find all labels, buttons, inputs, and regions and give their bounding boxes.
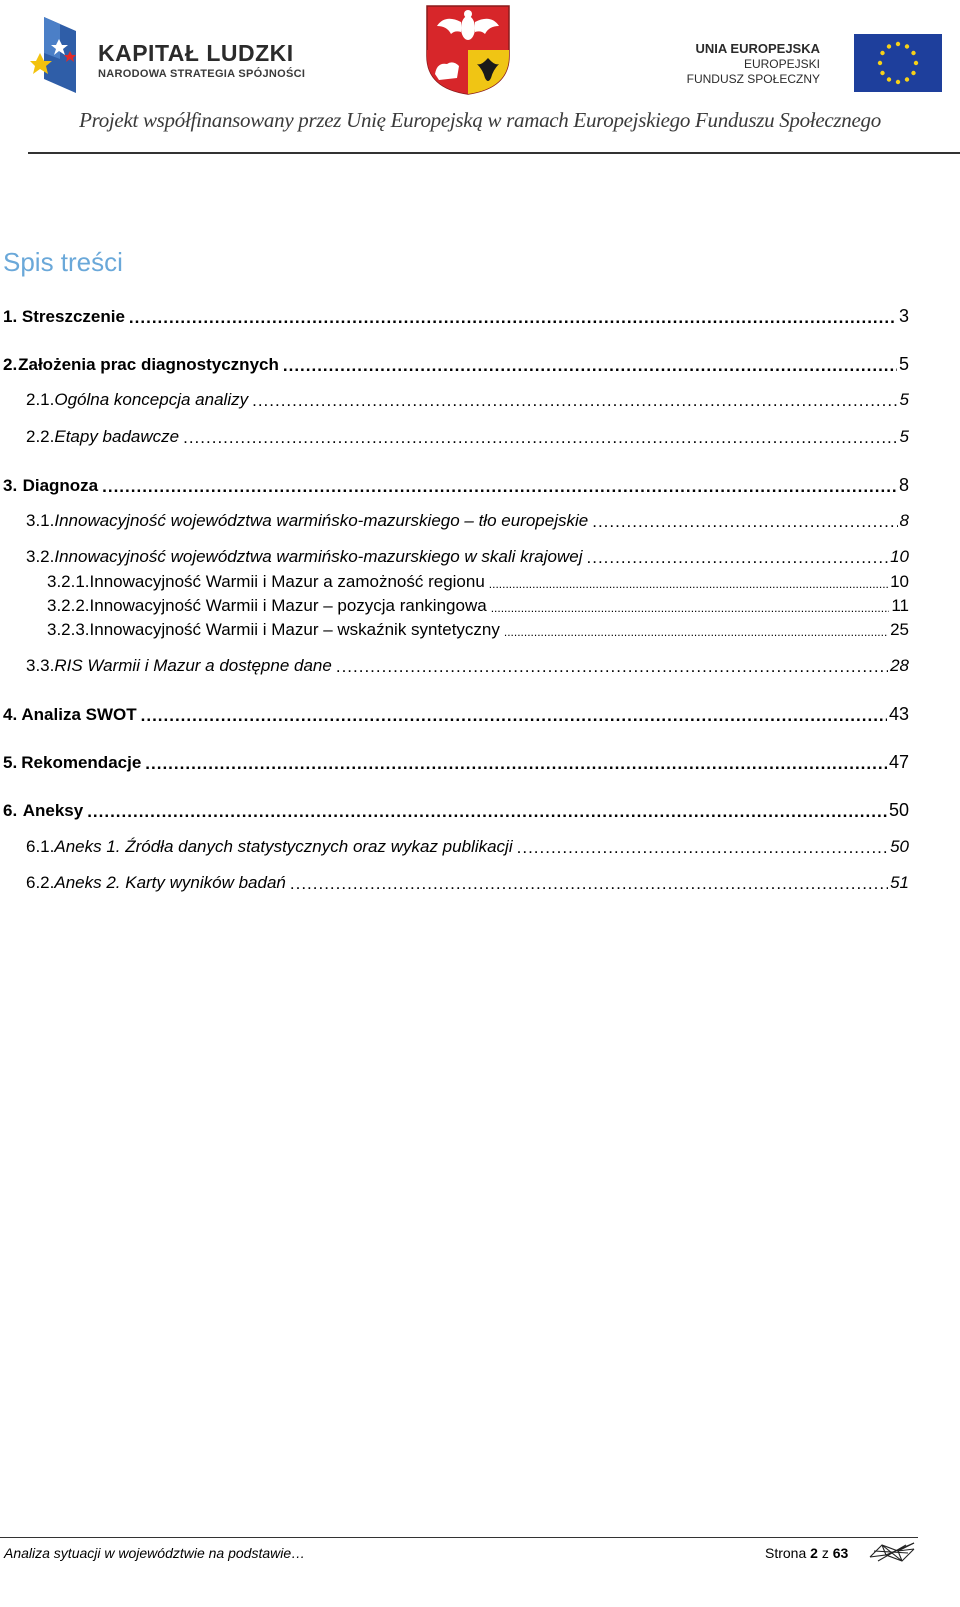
footer-document-title: Analiza sytuacji w województwie na podstawie… (4, 1545, 306, 1561)
toc-entry-number: 6. (3, 801, 18, 820)
page-header (0, 0, 960, 160)
eu-efs-logo (686, 32, 945, 94)
toc-entry-page[interactable]: 51 (890, 873, 909, 892)
kapital-ludzki-emblem-icon (30, 15, 92, 95)
toc-entry[interactable] (26, 873, 909, 893)
toc-entry-page[interactable]: 47 (888, 752, 909, 772)
kapital-ludzki-title: KAPITAŁ LUDZKI (98, 40, 294, 66)
toc-entry-title[interactable]: Innowacyjność Warmii i Mazur a zamożność regionu (89, 572, 485, 591)
toc-entry-title[interactable]: Innowacyjność województwa warmińsko-mazurskiego – tło europejskie (54, 511, 589, 530)
footer-divider (0, 1537, 918, 1538)
toc-entry-title[interactable]: Diagnoza (22, 476, 99, 495)
toc-dot-leader (504, 621, 888, 638)
toc-dot-leader (336, 657, 888, 674)
toc-dot-leader (87, 802, 887, 819)
toc-entry-number: 3.2.3. (47, 620, 90, 639)
toc-entry[interactable] (3, 752, 909, 773)
toc-entry-page[interactable]: 3 (898, 306, 909, 326)
toc-entry-page[interactable]: 5 (899, 427, 909, 446)
toc-entry-title[interactable]: Ogólna koncepcja analizy (54, 390, 249, 409)
toc-dot-leader (145, 754, 887, 771)
toc-entry-page[interactable]: 8 (898, 475, 909, 495)
toc-entry[interactable] (26, 547, 909, 567)
toc-dot-leader (102, 477, 897, 494)
toc-title: Spis treści (3, 247, 123, 277)
toc-entry-number: 2.1. (26, 390, 55, 409)
eu-logo-line3: FUNDUSZ SPOŁECZNY (686, 72, 820, 86)
toc-entry-number: 2.2. (26, 427, 55, 446)
toc-dot-leader (129, 308, 897, 325)
toc-entry-title[interactable]: Rekomendacje (21, 753, 142, 772)
eu-logo-line1: UNIA EUROPEJSKA (695, 41, 820, 56)
toc-dot-leader (491, 597, 890, 614)
toc-dot-leader (252, 391, 897, 408)
toc-entry-title[interactable]: RIS Warmii i Mazur a dostępne dane (54, 656, 332, 675)
footer-page-total: 63 (832, 1545, 849, 1561)
toc-entry[interactable] (26, 837, 909, 857)
toc-entry[interactable] (3, 704, 909, 725)
toc-entry-title[interactable]: Etapy badawcze (54, 427, 180, 446)
toc-entry[interactable] (26, 656, 909, 676)
eu-flag-icon (854, 34, 942, 92)
toc-entry[interactable] (47, 620, 909, 640)
toc-entry-page[interactable]: 11 (891, 596, 909, 615)
footer-page-sep: z (821, 1545, 829, 1561)
toc-entry-number: 6.1. (26, 837, 55, 856)
footer-page-current: 2 (810, 1545, 818, 1561)
toc-entry-title[interactable]: Aneks 2. Karty wyników badań (54, 873, 286, 892)
toc-entry[interactable] (47, 572, 909, 592)
toc-entry-page[interactable]: 43 (888, 704, 909, 724)
footer-page-info (765, 1545, 848, 1561)
toc-entry-title[interactable]: Innowacyjność Warmii i Mazur – wskaźnik syntetyczny (89, 620, 500, 639)
toc-entry[interactable] (47, 596, 909, 616)
cofinancing-note: Projekt współfinansowany przez Unię Europejską w ramach Europejskiego Funduszu Społecznego (79, 108, 881, 132)
toc-entry-page[interactable]: 28 (890, 656, 909, 675)
toc-entry-number: 5. (3, 753, 18, 772)
toc-entry[interactable] (3, 306, 909, 327)
toc-entry-number: 3.2.1. (47, 572, 90, 591)
footer-page-label: Strona (765, 1545, 807, 1561)
toc-entry-title[interactable]: Analiza SWOT (21, 705, 137, 724)
toc-entry-page[interactable]: 5 (899, 390, 909, 409)
toc-entry-number: 3.2.2. (47, 596, 90, 615)
toc-entry-title[interactable]: Aneks 1. Źródła danych statystycznych oraz wykaz publikacji (54, 837, 513, 856)
toc-entry-number: 3. (3, 476, 18, 495)
toc-entry-title[interactable]: Innowacyjność województwa warmińsko-mazurskiego w skali krajowej (54, 547, 583, 566)
toc-entry-title[interactable]: Aneksy (22, 801, 84, 820)
toc-entry-title[interactable]: Streszczenie (21, 307, 125, 326)
toc-entry-page[interactable]: 10 (890, 547, 909, 566)
toc-entry[interactable] (3, 354, 909, 375)
toc-entry[interactable] (3, 800, 909, 821)
toc-entry-title[interactable]: Założenia prac diagnostycznych (18, 355, 279, 374)
kapital-ludzki-subtitle: NARODOWA STRATEGIA SPÓJNOŚCI (98, 68, 306, 80)
toc-dot-leader (183, 428, 897, 445)
toc-dot-leader (587, 548, 889, 565)
toc-dot-leader (283, 356, 897, 373)
toc-dot-leader (141, 706, 887, 723)
toc-entry[interactable] (3, 475, 909, 496)
eu-logo-line2: EUROPEJSKI (743, 57, 820, 71)
header-divider (28, 152, 960, 154)
toc-entry-page[interactable]: 25 (890, 620, 909, 639)
toc-entry-page[interactable]: 5 (898, 354, 909, 374)
toc-entry[interactable] (26, 511, 909, 531)
toc-dot-leader (489, 573, 888, 590)
toc-entry-number: 3.2. (26, 547, 55, 566)
toc-entry-page[interactable]: 50 (888, 800, 909, 820)
toc-entry-number: 2. (3, 355, 18, 374)
toc-entry[interactable] (26, 427, 909, 447)
toc-entry[interactable] (26, 390, 909, 410)
toc-entry-number: 1. (3, 307, 18, 326)
toc-entry-number: 4. (3, 705, 18, 724)
toc-entry-number: 3.3. (26, 656, 55, 675)
toc-entry-page[interactable]: 50 (890, 837, 909, 856)
regional-coat-of-arms-icon (425, 4, 511, 96)
toc-dot-leader (517, 838, 888, 855)
toc-dot-leader (592, 512, 897, 529)
toc-entry-number: 3.1. (26, 511, 55, 530)
toc-entry-page[interactable]: 8 (899, 511, 909, 530)
toc-dot-leader (290, 874, 888, 891)
toc-entry-title[interactable]: Innowacyjność Warmii i Mazur – pozycja rankingowa (89, 596, 487, 615)
kapital-ludzki-logo (30, 15, 306, 100)
toc-entry-number: 6.2. (26, 873, 55, 892)
network-grid-logo-icon (868, 1541, 916, 1563)
toc-entry-page[interactable]: 10 (890, 572, 909, 591)
